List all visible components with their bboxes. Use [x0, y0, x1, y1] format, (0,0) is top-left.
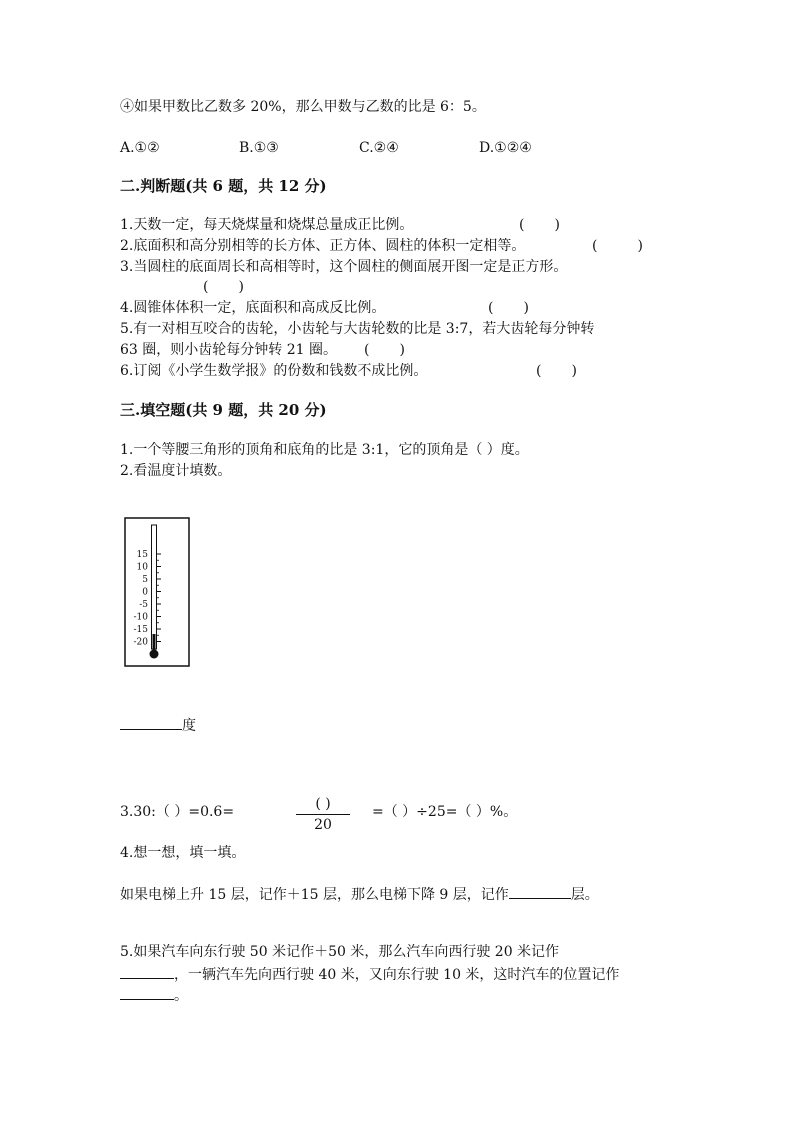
thermometer-mercury — [153, 634, 156, 651]
fill-question-2: 2.看温度计填数。 — [120, 463, 232, 479]
judge-question-5-line1: 5.有一对相互咬合的齿轮，小齿轮与大齿轮数的比是 3:7，若大齿轮每分钟转 — [120, 321, 595, 337]
car-position-answer-blank[interactable] — [120, 984, 174, 1000]
thermometer-figure — [124, 517, 190, 668]
thermometer-tick-label: 15 — [136, 550, 148, 560]
option-d[interactable]: D.①②④ — [479, 140, 532, 156]
choice-statement-4: ④如果甲数比乙数多 20%，那么甲数与乙数的比是 6：5。 — [120, 99, 486, 115]
thermometer-tick-label: -20 — [133, 637, 148, 648]
thermometer-tick-label: -10 — [133, 612, 148, 623]
thermometer-answer: 度 — [120, 714, 196, 735]
fill-question-5-line2: ，一辆汽车先向西行驶 40 米，又向东行驶 10 米，这时汽车的位置记作 — [120, 963, 619, 984]
fill-question-5-line1: 5.如果汽车向东行驶 50 米记作＋50 米，那么汽车向西行驶 20 米记作 — [120, 944, 560, 960]
fill-question-1: 1.一个等腰三角形的顶角和底角的比是 3:1，它的顶角是（ ）度。 — [120, 442, 529, 458]
thermometer-tick-label: 10 — [136, 562, 148, 573]
judge-question-3: 3.当圆柱的底面周长和高相等时，这个圆柱的侧面展开图一定是正方形。 — [120, 259, 568, 275]
fraction-denominator: 20 — [314, 817, 332, 833]
section-title-fill: 三.填空题(共 9 题，共 20 分) — [120, 401, 327, 419]
option-a[interactable]: A.①② — [120, 140, 160, 156]
west-20m-answer-blank[interactable] — [120, 963, 174, 979]
fraction — [296, 795, 350, 834]
thermometer-tick-label: -15 — [133, 625, 148, 635]
fill-question-5-line3: 。 — [120, 984, 188, 1005]
option-b[interactable]: B.①③ — [239, 140, 279, 156]
answer-paren-5[interactable]: ( ) — [364, 342, 405, 358]
answer-paren-1[interactable]: ( ) — [519, 217, 560, 233]
answer-paren-2[interactable]: ( ) — [592, 238, 643, 254]
elevator-answer-blank[interactable] — [509, 883, 571, 899]
judge-question-1: 1.天数一定，每天烧煤量和烧煤总量成正比例。 — [120, 217, 414, 233]
thermometer-answer-blank[interactable] — [120, 714, 182, 730]
fill-question-3-left: 3.30:（ ）=0.6= — [120, 804, 235, 820]
thermometer-tick-label: -5 — [139, 600, 148, 610]
answer-paren-3[interactable]: ( ) — [203, 279, 244, 295]
option-c[interactable]: C.②④ — [359, 140, 399, 156]
thermometer-tick-label: 0 — [142, 587, 148, 598]
fill-question-3-right: =（ ）÷25=（ ）%。 — [372, 804, 518, 820]
thermometer-bulb — [150, 650, 159, 659]
thermometer-tick-label: 5 — [142, 575, 148, 585]
judge-question-2: 2.底面积和高分别相等的长方体、正方体、圆柱的体积一定相等。 — [120, 238, 526, 254]
judge-question-5-line2: 63 圈，则小齿轮每分钟转 21 圈。 — [120, 342, 337, 358]
fraction-numerator[interactable]: ( ) — [315, 796, 331, 812]
thermometer-tube — [152, 525, 157, 649]
answer-paren-6[interactable]: ( ) — [536, 363, 577, 379]
answer-paren-4[interactable]: ( ) — [488, 300, 529, 316]
judge-question-4: 4.圆锥体体积一定，底面积和高成反比例。 — [120, 300, 386, 316]
fill-question-4-title: 4.想一想，填一填。 — [120, 845, 246, 861]
fraction-bar — [296, 814, 350, 815]
section-title-judgement: 二.判断题(共 6 题，共 12 分) — [120, 177, 327, 195]
fill-question-4-text: 如果电梯上升 15 层，记作＋15 层，那么电梯下降 9 层，记作 层。 — [120, 883, 599, 904]
judge-question-6: 6.订阅《小学生数学报》的份数和钱数不成比例。 — [120, 363, 428, 379]
